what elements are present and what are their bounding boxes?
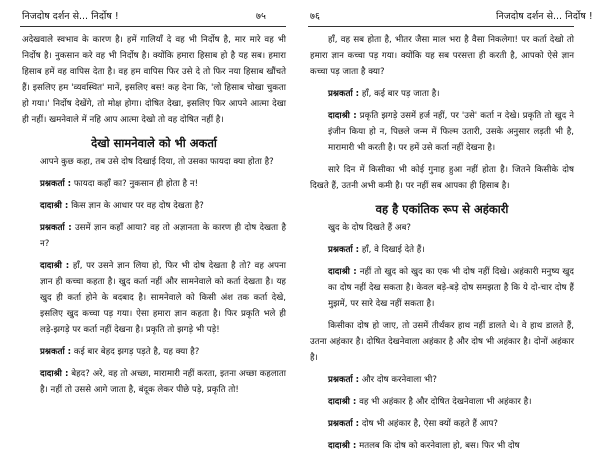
dialogue-text: उसमें ज्ञान कहाँ आया? वह तो अज्ञानता के कारण ही दोष देखता है न? [40, 223, 287, 249]
dialogue-text: दोष भी अहंकार है, ऐसा क्यों कहते हैं आप? [361, 419, 498, 429]
speaker-label: प्रश्नकर्ता : [40, 223, 72, 233]
left-page-number: ७५ [256, 11, 266, 22]
paragraph: हाँ, वह सब होता है, भीतर जैसा माल भरा है वैसा निकलेगा! पर कर्ता देखो तो हमारा ज्ञान कच्चा पड़ गया। क्योंकि यह सब परसत्ता ही करती है, आपको ऐसे ज्ञान कच्चा पड़ जाता है क्या? [310, 35, 574, 77]
speaker-label: दादाश्री : [40, 369, 69, 379]
speaker-label: दादाश्री : [40, 261, 70, 271]
dialogue-line [22, 258, 286, 338]
dialogue-text: फायदा कहाँ का? नुकसान ही होता है न! [73, 179, 199, 189]
dialogue-line [310, 372, 574, 388]
dialogue-text: कई बार बेहद झगड़ पड़ते है, यह क्या है? [73, 347, 200, 357]
dialogue-line [310, 394, 574, 410]
left-header-rule [20, 26, 286, 27]
dialogue-line [310, 416, 574, 432]
dialogue-line [310, 242, 574, 258]
paragraph: सारे दिन में किसीका भी कोई गुनाह हुआ नहीं होता है। जितने किसीके दोष दिखते हैं, उतनी अभी कमी है। पर नहीं सब आपका ही हिसाब है। [310, 165, 574, 191]
dialogue-text: हाँ, वे दिखाई देते हैं। [361, 245, 425, 255]
right-header-rule [308, 26, 574, 27]
dialogue-text: मतलब कि दोष को करनेवाला हो, बस। फिर भी दोष [359, 441, 520, 451]
speaker-label: दादाश्री : [328, 111, 357, 121]
speaker-label: प्रश्नकर्ता : [328, 419, 360, 429]
paragraph: अदेखवाले स्वभाव के कारण है। हमें गालियाँ दे वह भी निर्दोष है, मार मारे वह भी निर्दोष है। नुकसान करे वह भी निर्दोष है। क्योंकि हमारा हिसाब हो है यह सब। हमारा हिसाब हमें वह वापिस देता है। वह हम वापिस फिर उसे दे तो फिर नया हिसाब खौंचते हैं। इसलिए हम 'व्यवस्थित' मानें, इसलिए बस! कह देना कि, 'लो हिसाब चोखा चुकता हो गया।' निर्दोष देखेंगे, तो मोक्ष होगा। दोषित देखा, इसलिए फिर आपने आत्मा देखा ही नहीं। खमनेवाले में नहि आप आत्मा देखो तो वह दोषित नहीं है। [22, 35, 286, 125]
dialogue-text: किस ज्ञान के आधार पर वह दोष देखता है? [71, 201, 204, 211]
dialogue-line [310, 86, 574, 102]
dialogue-line [310, 438, 574, 454]
dialogue-line [22, 366, 286, 398]
dialogue-text: हाँ, कई बार पड़ जाता है। [361, 89, 440, 99]
dialogue-text: वह भी अहंकार है और दोषित देखनेवाला भी अहंकार है। [359, 397, 532, 407]
intro-paragraph: आपने कुछ कहा, तब उसे दोष दिखाई दिया, तो उसका फायदा क्या होता है? [40, 157, 274, 167]
paragraph: किसीका दोष हो जाए, तो उसमें तीर्थंकर हाथ नहीं डालते थे। वे हाथ डालते हैं, उतना अहंकार है। दोषित देखनेवाला अहंकार है और दोष भी अहंकार है। दोनों अहंकार है। [310, 321, 574, 363]
speaker-label: प्रश्नकर्ता : [40, 179, 72, 189]
section-heading: वह है एकांतिक रूप से अहंकारी [375, 202, 509, 216]
dialogue-line [22, 220, 286, 252]
speaker-label: दादाश्री : [328, 441, 357, 451]
dialogue-line [22, 176, 286, 192]
right-header-title: निजदोष दर्शन से... निर्दोष ! [496, 11, 593, 22]
dialogue-line [310, 108, 574, 156]
dialogue-text: बेहद? अरे, वह तो अच्छा, मारामारी नहीं करता, इतना अच्छा कहलाता है। नहीं तो उससे आगे जाता है, बंदूक लेकर पीछे पड़े, प्रकृति तो! [40, 369, 286, 395]
speaker-label: प्रश्नकर्ता : [328, 375, 360, 385]
right-page-body [310, 32, 574, 454]
dialogue-text: और दोष करनेवाला भी? [361, 375, 437, 385]
speaker-label: दादाश्री : [328, 267, 357, 277]
dialogue-line [22, 198, 286, 214]
speaker-label: प्रश्नकर्ता : [328, 245, 360, 255]
speaker-label: प्रश्नकर्ता : [40, 347, 72, 357]
left-page-body [22, 32, 286, 398]
right-page-number: ७६ [310, 11, 320, 22]
intro-paragraph: खुद के दोष दिखते हैं अब? [328, 223, 411, 233]
dialogue-text: नहीं तो खुद को खुद का एक भी दोष नहीं दिखे। अहंकारी मनुष्य खुद का दोष नहीं देख सकता है। केवल बड़े-बड़े दोष समझता है कि ये दो-चार दोष हैं मुझमें, पर सारे देख नहीं सकता है। [328, 267, 574, 309]
speaker-label: प्रश्नकर्ता : [328, 89, 360, 99]
right-page [300, 0, 600, 463]
speaker-label: दादाश्री : [328, 397, 357, 407]
speaker-label: दादाश्री : [40, 201, 69, 211]
section-heading: देखो सामनेवाले को भी अकर्ता [91, 136, 217, 150]
left-header-title: निजदोष दर्शन से... निर्दोष ! [22, 11, 119, 22]
dialogue-line [22, 344, 286, 360]
dialogue-text: हाँ, पर उसने ज्ञान लिया हो, फिर भी दोष देखता है तो? वह अपना ज्ञान ही कच्चा कहता है। खुद कर्ता नहीं और सामनेवाले को कर्ता देखता है। यह खुद ही कर्ता होने के बदबाद है। सामनेवाले को किसी अंश तक कर्ता देखे, इसलिए खुद कच्चा पड़ गया। ऐसा हमारा ज्ञान कहता है। फिर प्रकृति भले ही लड़े-झगड़े पर कर्ता नहीं देखना है। प्रकृति तो झगड़े भी पड़े! [40, 261, 286, 335]
dialogue-line [310, 264, 574, 312]
dialogue-text: प्रकृति झगड़े उसमें हर्ज नहीं, पर 'उसे' कर्ता न देखे। प्रकृति तो खुद ने इंजीन किया हो न, पिछले जन्म में फिल्म उतारी, उसके अनुसार लड़ती भी है, मारामारी भी करती है। पर हमें उसे कर्ता नहीं देखना है। [328, 111, 574, 153]
